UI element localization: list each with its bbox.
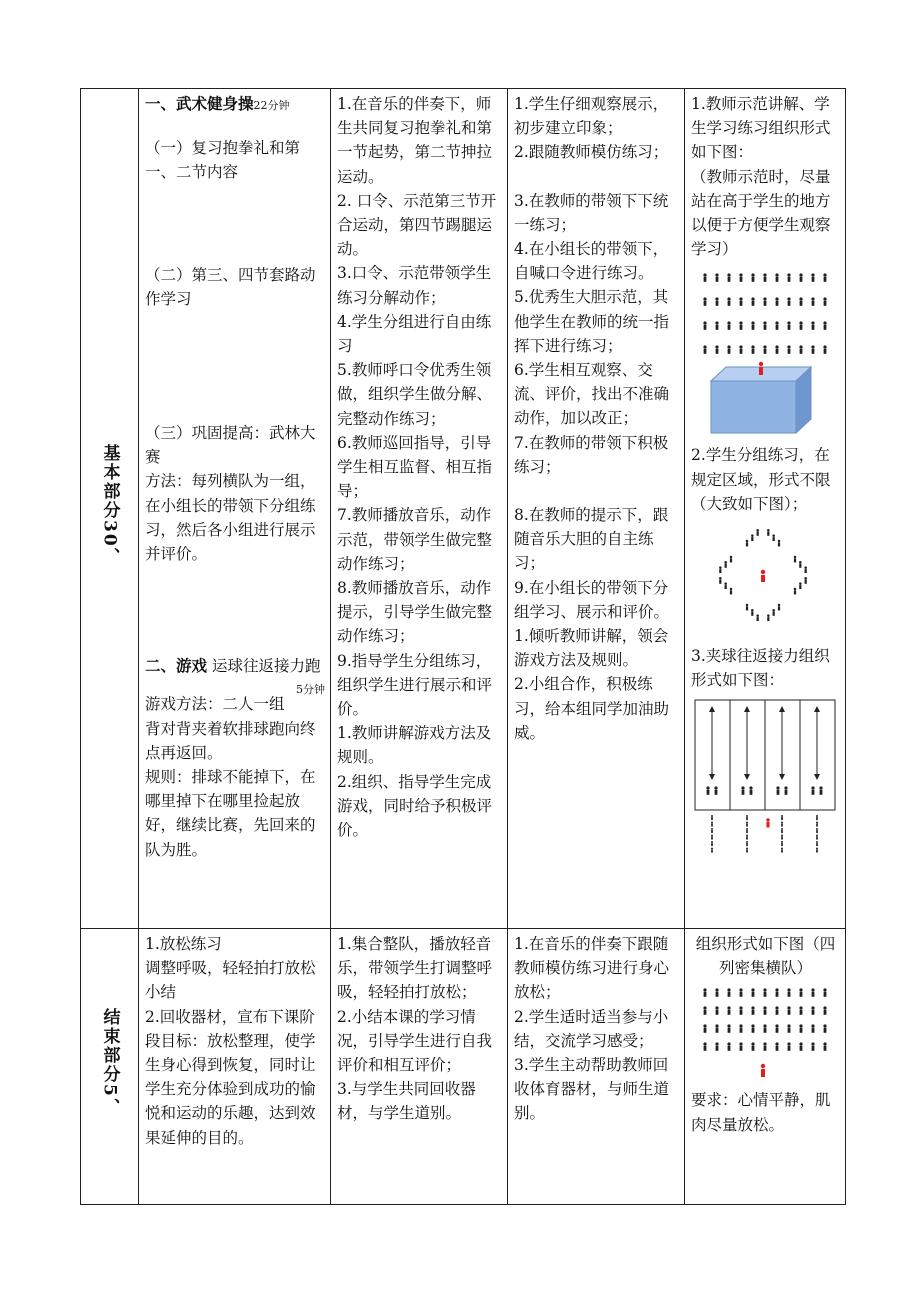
teacher-figure bbox=[759, 362, 763, 375]
student-figure bbox=[823, 1043, 826, 1051]
student-figure bbox=[703, 346, 706, 354]
student-figure bbox=[724, 582, 727, 589]
student-figure bbox=[730, 588, 733, 595]
student-figure bbox=[772, 534, 775, 541]
student-figure bbox=[799, 298, 802, 306]
student-figure bbox=[703, 298, 706, 306]
end-content-line: 2.回收器材，宣布下课阶段目标：放松整理，使学生身心得到恢复，同时让学生充分体验到成功的愉悦和运动的乐趣，达到效果延伸的目的。 bbox=[145, 1007, 316, 1147]
dense-rows-figure bbox=[691, 984, 839, 1084]
end-content-line: 小结 bbox=[145, 983, 177, 1002]
student-figure bbox=[811, 1043, 814, 1051]
teacher-step: 2. 口令、示范第三节开合运动，第四节踢腿运动。 bbox=[337, 191, 497, 259]
org-cell-end bbox=[685, 929, 846, 1205]
sub-item-1: （一）复习抱拳礼和第一、二节内容 bbox=[145, 139, 301, 182]
student-cell-end bbox=[508, 929, 685, 1205]
item2-name: 运球往返接力跑 bbox=[211, 657, 321, 676]
student-figure bbox=[746, 828, 748, 833]
student-figure bbox=[719, 577, 722, 584]
sub-item-3-method: 方法：每列横队为一组，在小组长的带领下分组练习，然后各小组进行展示并评价。 bbox=[145, 472, 316, 564]
student-figure bbox=[739, 322, 742, 330]
student-figure bbox=[727, 274, 730, 282]
student-step: 1.在音乐的伴奏下跟随教师模仿练习进行身心放松； bbox=[514, 935, 670, 1002]
teacher-step: 9.指导学生分组练习，组织学生进行展示和评价。 bbox=[337, 651, 493, 719]
student-figure bbox=[751, 322, 754, 330]
teacher-step: 1.集合整队，播放轻音乐，带领学生打调整呼吸，轻轻拍打放松； bbox=[337, 935, 493, 1002]
student-figure bbox=[751, 989, 754, 997]
student-figure bbox=[799, 322, 802, 330]
student-figure bbox=[781, 841, 783, 846]
student-step: 3.在教师的带领下下统一练习； bbox=[514, 191, 669, 234]
student-figure bbox=[787, 322, 790, 330]
student-figure bbox=[766, 819, 770, 828]
item1-title: 一、武术健身操 bbox=[145, 94, 254, 113]
student-figure bbox=[739, 274, 742, 282]
student-figure bbox=[715, 1043, 718, 1051]
student-figure bbox=[823, 1025, 826, 1033]
student-figure bbox=[816, 841, 818, 846]
student-figure bbox=[811, 298, 814, 306]
student-figure bbox=[823, 298, 826, 306]
student-figure bbox=[775, 1007, 778, 1015]
student-figure bbox=[715, 298, 718, 306]
student-step: 4.在小组长的带领下，自喊口令进行练习。 bbox=[514, 240, 669, 283]
student-step: 9.在小组长的带领下分组学习、展示和评价。 bbox=[514, 578, 670, 621]
student-figure bbox=[703, 989, 706, 997]
student-figure bbox=[781, 848, 783, 853]
teacher-step: 2.组织、指导学生完成游戏，同时给予积极评价。 bbox=[337, 772, 493, 840]
student-figure bbox=[751, 346, 754, 354]
content-cell-end bbox=[139, 929, 331, 1205]
student-figure bbox=[811, 787, 814, 795]
student-step: 8.在教师的提示下，跟随音乐大胆的自主练习； bbox=[514, 506, 669, 573]
student-figure bbox=[775, 1043, 778, 1051]
student-figure bbox=[746, 841, 748, 846]
student-figure bbox=[787, 274, 790, 282]
student-figure bbox=[715, 274, 718, 282]
teacher-step: 1.在音乐的伴奏下，师生共同复习抱拳礼和第一节起势，第二节抻拉运动。 bbox=[337, 95, 493, 186]
teacher-step: 8.教师播放音乐，动作提示，引导学生做完整动作练习； bbox=[337, 579, 493, 646]
teacher-step: 5.教师呼口令优秀生领做，组织学生做分解、完整动作练习； bbox=[337, 361, 493, 428]
student-figure bbox=[763, 989, 766, 997]
student-figure bbox=[799, 1025, 802, 1033]
student-figure bbox=[756, 529, 759, 536]
student-figure bbox=[778, 540, 781, 547]
student-figure bbox=[799, 989, 802, 997]
student-figure bbox=[715, 322, 718, 330]
student-figure bbox=[804, 566, 807, 573]
student-figure bbox=[711, 835, 713, 840]
platform-box-figure bbox=[691, 359, 839, 439]
student-figure bbox=[819, 787, 822, 795]
teacher-step: 4.学生分组进行自由练习 bbox=[337, 312, 492, 356]
student-figure bbox=[727, 298, 730, 306]
student-figure bbox=[703, 1043, 706, 1051]
student-figure bbox=[727, 1025, 730, 1033]
student-figure bbox=[763, 1043, 766, 1051]
teacher-figure-center bbox=[761, 570, 765, 582]
student-figure bbox=[739, 1007, 742, 1015]
student-figure bbox=[778, 604, 781, 611]
student-figure bbox=[751, 534, 754, 541]
student-figure bbox=[711, 848, 713, 853]
teacher-figure-end bbox=[761, 1064, 765, 1077]
student-grid bbox=[703, 274, 826, 354]
student-figure bbox=[775, 298, 778, 306]
student-figure bbox=[727, 1043, 730, 1051]
student-step: 7.在教师的带领下积极练习； bbox=[514, 433, 669, 476]
student-figure bbox=[781, 815, 783, 820]
student-figure bbox=[799, 346, 802, 354]
student-figure bbox=[746, 815, 748, 820]
sub-item-2: （二）第三、四节套路动作学习 bbox=[145, 265, 316, 308]
student-figure bbox=[715, 346, 718, 354]
student-figure bbox=[741, 787, 744, 795]
section-label-end bbox=[81, 929, 139, 1205]
student-figure bbox=[756, 614, 759, 621]
student-figure bbox=[763, 274, 766, 282]
student-figure bbox=[763, 298, 766, 306]
student-figure bbox=[724, 561, 727, 568]
student-step: 1.学生仔细观察展示，初步建立印象； bbox=[514, 95, 669, 138]
item2-time: 5分钟 bbox=[296, 683, 325, 697]
section-label-main bbox=[81, 89, 139, 929]
student-figure bbox=[816, 828, 818, 833]
box-front bbox=[711, 381, 796, 433]
student-figure bbox=[787, 346, 790, 354]
student-figure bbox=[811, 989, 814, 997]
student-figure bbox=[751, 1043, 754, 1051]
student-figure bbox=[794, 556, 797, 563]
lesson-plan-table bbox=[80, 88, 846, 1205]
student-figure bbox=[703, 1007, 706, 1015]
student-figure bbox=[739, 1025, 742, 1033]
student-figure bbox=[775, 989, 778, 997]
end-org-text-1: 组织形式如下图（四列密集横队） bbox=[695, 935, 836, 978]
student-figure bbox=[781, 822, 783, 827]
student-figure bbox=[775, 1025, 778, 1033]
student-figure bbox=[727, 989, 730, 997]
org-cell-main bbox=[685, 89, 846, 929]
student-figure bbox=[711, 828, 713, 833]
student-figure bbox=[781, 828, 783, 833]
student-figure bbox=[714, 787, 717, 795]
student-figure bbox=[706, 787, 709, 795]
student-figure bbox=[763, 1025, 766, 1033]
game-method: 游戏方法：二人一组背对背夹着软排球跑向终点再返回。 bbox=[145, 695, 316, 762]
student-figure bbox=[787, 298, 790, 306]
student-figure bbox=[811, 274, 814, 282]
student-figure bbox=[711, 841, 713, 846]
student-figure bbox=[787, 1007, 790, 1015]
student-figure bbox=[719, 566, 722, 573]
student-figure bbox=[775, 322, 778, 330]
student-figure bbox=[715, 989, 718, 997]
org-text-3: 3.夹球往返接力组织形式如下图： bbox=[691, 647, 830, 690]
student-figure bbox=[781, 835, 783, 840]
student-figure bbox=[772, 609, 775, 616]
teacher-step: 1.教师讲解游戏方法及规则。 bbox=[337, 724, 492, 767]
student-figure bbox=[775, 346, 778, 354]
student-figure bbox=[715, 1025, 718, 1033]
student-figure bbox=[799, 1007, 802, 1015]
student-figure bbox=[823, 346, 826, 354]
student-figure bbox=[749, 787, 752, 795]
student-step: 3.学生主动帮助教师回收体育器材，与师生道别。 bbox=[514, 1056, 670, 1123]
teacher-step: 3.与学生共同回收器材，与学生道别。 bbox=[337, 1080, 476, 1123]
student-figure bbox=[823, 322, 826, 330]
student-step: 2.跟随教师模仿练习； bbox=[514, 143, 669, 162]
student-figure bbox=[823, 1007, 826, 1015]
student-step: 5.优秀生大胆示范，其他学生在教师的统一指挥下进行练习； bbox=[514, 288, 670, 355]
teacher-step: 3.口令、示范带领学生练习分解动作； bbox=[337, 264, 492, 307]
student-figure bbox=[746, 835, 748, 840]
sub-item-3-title: （三）巩固提高：武林大赛 bbox=[145, 424, 316, 467]
teacher-cell-main bbox=[331, 89, 508, 929]
student-figure bbox=[711, 815, 713, 820]
student-figure bbox=[794, 588, 797, 595]
student-figure bbox=[739, 1043, 742, 1051]
student-figure bbox=[751, 1007, 754, 1015]
student-figure bbox=[763, 346, 766, 354]
student-figure bbox=[746, 822, 748, 827]
end-org-text-2: 要求：心情平静，肌肉尽量放松。 bbox=[691, 1091, 831, 1134]
relay-lanes-figure bbox=[691, 696, 839, 856]
teacher-cell-end bbox=[331, 929, 508, 1205]
student-figure bbox=[767, 614, 770, 621]
student-figure bbox=[799, 274, 802, 282]
student-figure bbox=[775, 274, 778, 282]
student-figure bbox=[746, 604, 749, 611]
main-section-row bbox=[81, 89, 846, 929]
student-figure bbox=[811, 346, 814, 354]
org-text-1: 1.教师示范讲解、学生学习练习组织形式如下图： bbox=[691, 95, 831, 162]
student-figure bbox=[816, 848, 818, 853]
game-rules: 规则：排球不能掉下，在哪里掉下在哪里捡起放好，继续比赛，先回来的队为胜。 bbox=[145, 768, 316, 859]
end-content-line: 调整呼吸，轻轻拍打放松 bbox=[145, 959, 316, 978]
student-figure bbox=[816, 815, 818, 820]
student-figure bbox=[730, 556, 733, 563]
section-label-text: 结束部分5、 bbox=[99, 1008, 120, 1118]
student-figure bbox=[727, 322, 730, 330]
content-cell-main bbox=[139, 89, 331, 929]
student-figure bbox=[776, 787, 779, 795]
student-cell-main bbox=[508, 89, 685, 929]
student-figure bbox=[767, 529, 770, 536]
student-step: 1.倾听教师讲解，领会游戏方法及规则。 bbox=[514, 627, 669, 670]
student-figure bbox=[799, 1043, 802, 1051]
end-content-line: 1.放松练习 bbox=[145, 935, 222, 953]
student-figure bbox=[811, 1007, 814, 1015]
teacher-step: 7.教师播放音乐，动作示范，带领学生做完整动作练习； bbox=[337, 506, 493, 573]
student-figure bbox=[823, 989, 826, 997]
student-figure bbox=[703, 322, 706, 330]
student-figure bbox=[804, 577, 807, 584]
student-figure bbox=[746, 848, 748, 853]
end-section-row bbox=[81, 929, 846, 1205]
student-figure bbox=[811, 322, 814, 330]
item1-time: 22分钟 bbox=[253, 99, 290, 112]
student-step: 2.小组合作，积极练习，给本组同学加油助威。 bbox=[514, 675, 670, 742]
student-figure bbox=[787, 989, 790, 997]
org-text-2: 2.学生分组练习，在规定区域，形式不限（大致如下图）； bbox=[691, 446, 831, 513]
student-figure bbox=[739, 346, 742, 354]
student-figure bbox=[816, 835, 818, 840]
org-text-1b: （教师示范时，尽量站在高于学生的地方以便于方便学生观察学习） bbox=[691, 167, 831, 259]
student-figure bbox=[816, 822, 818, 827]
student-figure bbox=[751, 1025, 754, 1033]
student-figure bbox=[711, 822, 713, 827]
student-figure bbox=[799, 582, 802, 589]
student-figure bbox=[751, 609, 754, 616]
item2-title: 二、游戏 bbox=[145, 656, 208, 676]
student-figure bbox=[763, 1007, 766, 1015]
student-figure bbox=[787, 1043, 790, 1051]
student-figure bbox=[784, 787, 787, 795]
student-figure bbox=[787, 1025, 790, 1033]
student-figure bbox=[727, 1007, 730, 1015]
student-figure bbox=[811, 1025, 814, 1033]
student-figure bbox=[727, 346, 730, 354]
student-figure bbox=[703, 274, 706, 282]
teacher-step: 2.小结本课的学习情况，引导学生进行自我评价和相互评价； bbox=[337, 1007, 493, 1075]
student-figure bbox=[715, 1007, 718, 1015]
student-step: 6.学生相互观察、交流、评价，找出不准确动作，加以改正； bbox=[514, 361, 670, 428]
student-figure bbox=[751, 298, 754, 306]
student-figure bbox=[739, 989, 742, 997]
section-label-text: 基本部分30、 bbox=[99, 443, 120, 567]
student-figure bbox=[823, 274, 826, 282]
student-figure bbox=[751, 274, 754, 282]
formation-rows-figure bbox=[691, 265, 839, 355]
student-figure bbox=[763, 322, 766, 330]
student-figure bbox=[746, 540, 749, 547]
student-figure bbox=[703, 1025, 706, 1033]
student-figure bbox=[799, 561, 802, 568]
student-figure bbox=[739, 298, 742, 306]
diamond-formation-figure bbox=[691, 520, 839, 640]
teacher-step: 6.教师巡回指导，引导学生相互监督、相互指导； bbox=[337, 433, 493, 501]
student-step: 2.学生适时适当参与小结，交流学习感受； bbox=[514, 1007, 669, 1050]
